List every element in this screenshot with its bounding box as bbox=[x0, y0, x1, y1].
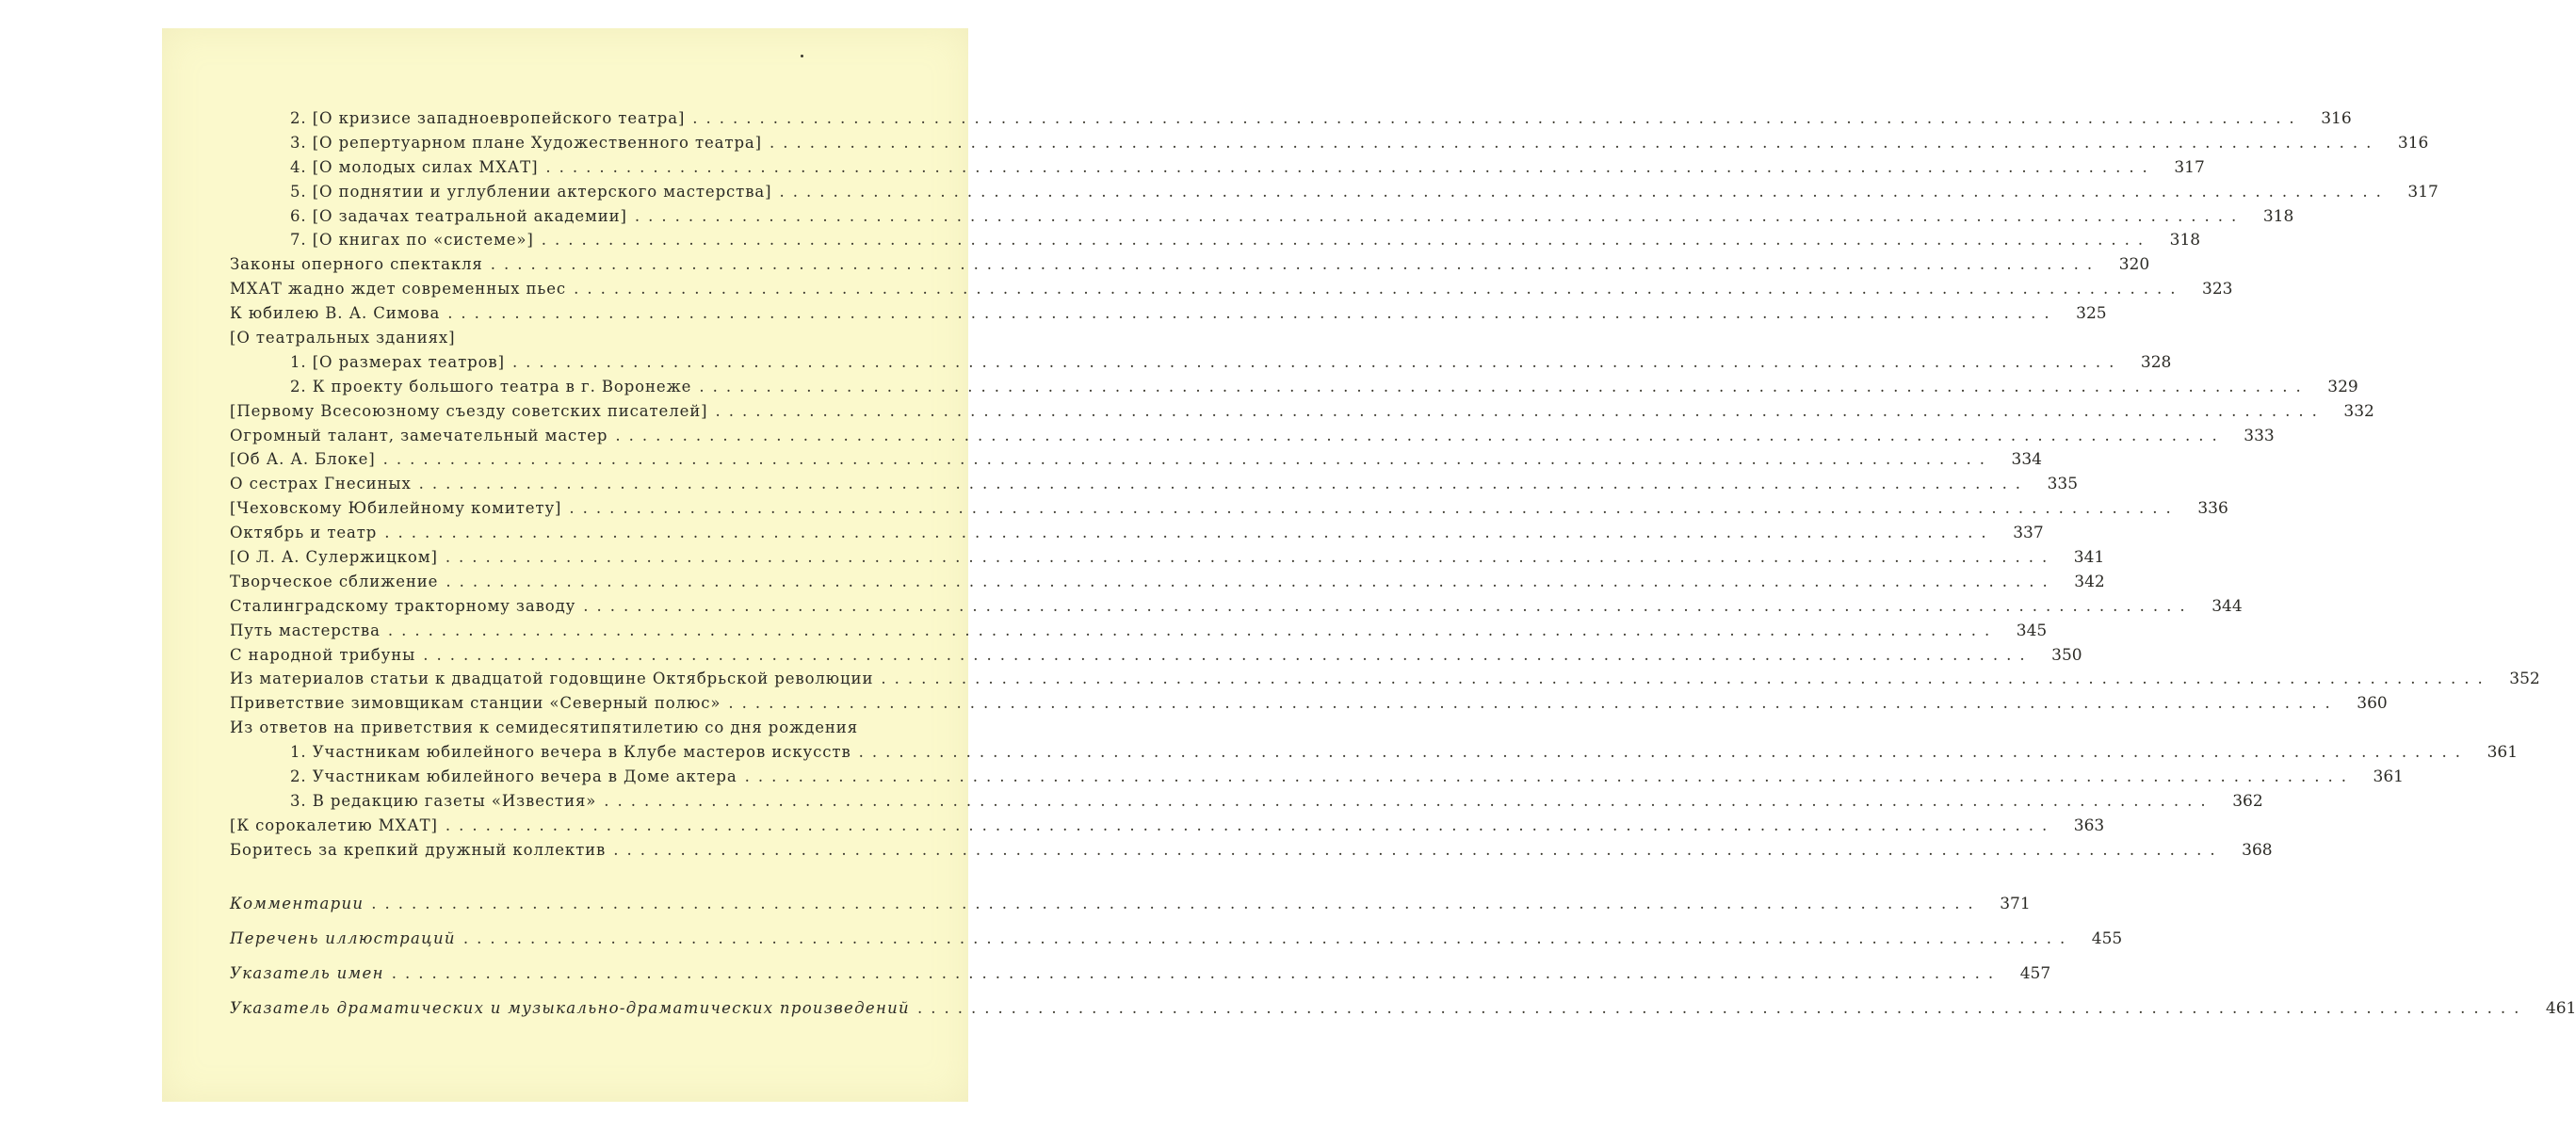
toc-entry bbox=[230, 231, 2201, 255]
page-speck bbox=[801, 55, 803, 57]
toc-page-number: 318 bbox=[2262, 206, 2294, 226]
table-of-contents-appendix bbox=[230, 895, 2576, 1034]
toc-leader-dots: ........................................................................................................................ bbox=[574, 280, 2184, 299]
toc-entry-title: Сталинградскому тракторному заводу bbox=[230, 596, 576, 615]
toc-entry bbox=[230, 767, 2404, 792]
toc-page-number: 323 bbox=[2202, 280, 2233, 299]
toc-page-number: 337 bbox=[2013, 524, 2044, 543]
toc-leader-dots: ........................................................................................................................ bbox=[382, 450, 1993, 469]
toc-leader-dots: ........................................................................................................................ bbox=[728, 694, 2339, 713]
toc-entry-title: Боритесь за крепкий дружный коллектив bbox=[230, 840, 607, 859]
toc-page-number: 325 bbox=[2076, 304, 2107, 324]
toc-leader-dots: ........................................................................................................................ bbox=[418, 475, 2030, 493]
toc-leader-dots: ........................................................................................................................ bbox=[447, 304, 2058, 323]
toc-entry-title: 1. Участникам юбилейного вечера в Клубе мастеров искусств bbox=[290, 743, 851, 762]
table-of-contents bbox=[230, 109, 2540, 865]
toc-entry-title: 6. [О задачах театральной академии] bbox=[290, 206, 627, 225]
toc-page-number: 316 bbox=[2397, 133, 2429, 153]
toc-entry bbox=[230, 352, 2172, 378]
toc-entry-title: 2. Участникам юбилейного вечера в Доме актера bbox=[290, 767, 737, 786]
toc-leader-dots: ........................................................................................................................ bbox=[490, 255, 2101, 274]
toc-entry bbox=[230, 548, 2105, 573]
toc-leader-dots: ........................................................................................................................ bbox=[462, 929, 2074, 947]
toc-page-number: 360 bbox=[2357, 694, 2388, 714]
toc-entry bbox=[230, 929, 2123, 964]
toc-leader-dots: ........................................................................................................................ bbox=[615, 426, 2226, 444]
toc-leader-dots: ........................................................................................................................ bbox=[715, 401, 2325, 420]
toc-entry-title: О сестрах Гнесиных bbox=[230, 475, 412, 493]
toc-entry bbox=[230, 694, 2388, 718]
toc-leader-dots: ........................................................................................................................ bbox=[604, 791, 2214, 810]
toc-entry bbox=[230, 572, 2105, 597]
toc-page-number: 316 bbox=[2321, 109, 2352, 128]
toc-entry-title: [Чеховскому Юбилейному комитету] bbox=[230, 499, 562, 518]
toc-leader-dots: ........................................................................................................................ bbox=[446, 572, 2056, 590]
toc-page-number: 317 bbox=[2407, 182, 2438, 202]
toc-page-number: 317 bbox=[2174, 157, 2205, 177]
toc-leader-dots: ........................................................................................................................ bbox=[387, 621, 1999, 639]
toc-entry-title: 2. [О кризисе западноевропейского театра] bbox=[290, 109, 686, 127]
toc-entry bbox=[230, 377, 2358, 402]
toc-entry-title: К юбилею В. А. Симова bbox=[230, 304, 441, 323]
toc-page-number: 350 bbox=[2051, 645, 2082, 665]
toc-leader-dots: ........................................................................................................................ bbox=[445, 548, 2056, 567]
toc-entry bbox=[230, 304, 2107, 329]
toc-entry bbox=[230, 109, 2352, 134]
toc-entry-title: [О Л. А. Сулержицком] bbox=[230, 548, 438, 567]
toc-leader-dots: ........................................................................................................................ bbox=[916, 999, 2528, 1017]
toc-page-number: 455 bbox=[2091, 929, 2123, 948]
toc-page-number: 345 bbox=[2016, 621, 2048, 640]
toc-entry bbox=[230, 999, 2576, 1034]
toc-entry bbox=[230, 255, 2150, 280]
toc-leader-dots: ........................................................................................................................ bbox=[634, 206, 2245, 225]
toc-entry-title: Из ответов на приветствия к семидесятипятилетию со дня рождения bbox=[230, 718, 859, 737]
toc-entry-title: Указатель имен bbox=[230, 964, 384, 982]
toc-page-number: 344 bbox=[2211, 596, 2243, 616]
toc-entry bbox=[230, 645, 2082, 670]
toc-entry bbox=[230, 133, 2429, 158]
toc-leader-dots: ........................................................................................................................ bbox=[769, 133, 2380, 152]
toc-entry-title: 7. [О книгах по «системе»] bbox=[290, 231, 534, 250]
toc-entry bbox=[230, 596, 2243, 622]
toc-page-number: 363 bbox=[2073, 815, 2105, 835]
toc-page-number: 361 bbox=[2373, 767, 2404, 787]
toc-entry bbox=[230, 426, 2275, 451]
toc-leader-dots: ........................................................................................................................ bbox=[744, 767, 2355, 786]
toc-entry bbox=[230, 621, 2048, 646]
toc-entry-title: Комментарии bbox=[230, 895, 365, 912]
toc-leader-dots: ........................................................................................................................ bbox=[541, 231, 2152, 250]
toc-page-number: 368 bbox=[2242, 840, 2273, 860]
toc-entry bbox=[230, 670, 2540, 694]
toc-entry-title: 1. [О размерах театров] bbox=[290, 352, 505, 371]
toc-leader-dots: ........................................................................................................................ bbox=[881, 670, 2491, 688]
toc-leader-dots: ........................................................................................................................ bbox=[511, 352, 2123, 371]
toc-page-number: 352 bbox=[2509, 670, 2540, 689]
toc-page-number: 329 bbox=[2327, 377, 2358, 396]
toc-page-number: 336 bbox=[2197, 499, 2228, 519]
toc-page-number: 371 bbox=[2000, 895, 2031, 913]
toc-entry-title: Огромный талант, замечательный мастер bbox=[230, 426, 608, 444]
toc-entry-title: [Первому Всесоюзному съезду советских писателей] bbox=[230, 401, 708, 420]
toc-entry-title: 2. К проекту большого театра в г. Воронеже bbox=[290, 377, 692, 396]
book-page bbox=[162, 28, 2576, 1102]
toc-entry-title: 3. В редакцию газеты «Известия» bbox=[290, 791, 597, 810]
toc-leader-dots: ........................................................................................................................ bbox=[445, 815, 2056, 834]
toc-page-number: 341 bbox=[2073, 548, 2105, 568]
toc-entry bbox=[230, 182, 2438, 207]
toc-entry-title: 3. [О репертуарном плане Художественного театра] bbox=[290, 133, 762, 152]
toc-page-number: 461 bbox=[2545, 999, 2576, 1018]
toc-leader-dots: ........................................................................................................................ bbox=[423, 645, 2033, 664]
toc-entry bbox=[230, 815, 2105, 841]
toc-page-number: 457 bbox=[2019, 964, 2051, 983]
toc-leader-dots: ........................................................................................................................ bbox=[858, 743, 2470, 762]
toc-entry-title: [О театральных зданиях] bbox=[230, 329, 456, 347]
toc-page-number: 362 bbox=[2232, 791, 2263, 811]
toc-leader-dots: ........................................................................................................................ bbox=[371, 895, 1982, 912]
toc-entry-title: Законы оперного спектакля bbox=[230, 255, 483, 274]
toc-page-number: 334 bbox=[2011, 450, 2042, 470]
toc-entry bbox=[230, 206, 2294, 232]
toc-page-number: 333 bbox=[2244, 426, 2275, 445]
toc-leader-dots: ........................................................................................................................ bbox=[692, 109, 2303, 127]
toc-page-number: 342 bbox=[2074, 572, 2105, 591]
toc-entry-title: Октябрь и театр bbox=[230, 524, 378, 542]
toc-entry bbox=[230, 157, 2205, 183]
toc-entry bbox=[230, 524, 2044, 548]
toc-entry bbox=[230, 475, 2079, 499]
toc-leader-dots: ........................................................................................................................ bbox=[545, 157, 2156, 176]
toc-entry bbox=[230, 791, 2263, 816]
toc-page-number: 318 bbox=[2169, 231, 2201, 250]
toc-leader-dots: ........................................................................................................................ bbox=[391, 964, 2002, 982]
toc-entry bbox=[230, 401, 2374, 427]
toc-entry bbox=[230, 895, 2031, 929]
toc-page-number: 320 bbox=[2118, 255, 2150, 275]
toc-leader-dots: ........................................................................................................................ bbox=[583, 596, 2194, 615]
toc-leader-dots: ........................................................................................................................ bbox=[699, 377, 2309, 396]
toc-entry-title: Путь мастерства bbox=[230, 621, 381, 639]
toc-entry-title: 4. [О молодых силах МХАТ] bbox=[290, 157, 539, 176]
toc-entry-title: Приветствие зимовщикам станции «Северный полюс» bbox=[230, 694, 721, 713]
toc-entry-title: Указатель драматических и музыкально-драматических произведений bbox=[230, 999, 910, 1017]
toc-entry bbox=[230, 450, 2042, 475]
toc-entry-title: С народной трибуны bbox=[230, 645, 416, 664]
toc-entry-title: МХАТ жадно ждет современных пьес bbox=[230, 280, 567, 299]
toc-leader-dots: ........................................................................................................................ bbox=[613, 840, 2224, 859]
toc-leader-dots: ........................................................................................................................ bbox=[384, 524, 1995, 542]
toc-entry bbox=[230, 743, 2519, 767]
toc-entry-title: [Об А. А. Блоке] bbox=[230, 450, 376, 469]
toc-entry-title: Из материалов статьи к двадцатой годовщине Октябрьской революции bbox=[230, 670, 874, 688]
toc-page-number: 335 bbox=[2047, 475, 2079, 494]
toc-entry-title: Творческое сближение bbox=[230, 572, 439, 590]
toc-entry bbox=[230, 718, 934, 743]
toc-entry-title: Перечень иллюстраций bbox=[230, 929, 456, 947]
toc-entry bbox=[230, 280, 2233, 304]
toc-page-number: 332 bbox=[2343, 401, 2374, 421]
toc-entry-title: 5. [О поднятии и углублении актерского мастерства] bbox=[290, 182, 772, 201]
toc-page-number: 328 bbox=[2140, 352, 2172, 372]
toc-entry bbox=[230, 840, 2273, 865]
toc-entry-title: [К сорокалетию МХАТ] bbox=[230, 815, 438, 834]
toc-leader-dots: ........................................................................................................................ bbox=[569, 499, 2179, 518]
toc-entry bbox=[230, 499, 2228, 524]
toc-leader-dots: ........................................................................................................................ bbox=[779, 182, 2390, 201]
toc-page-number: 361 bbox=[2487, 743, 2519, 763]
toc-entry bbox=[230, 964, 2051, 999]
toc-entry bbox=[230, 329, 934, 353]
